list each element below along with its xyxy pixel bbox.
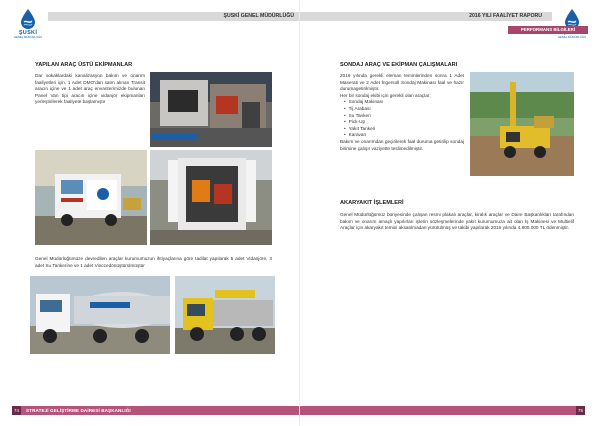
photo-white-truck (35, 150, 147, 245)
right-header: 2016 YILI FAALİYET RAPORU (300, 12, 552, 21)
section-tab: PERFORMANS BİLGİLERİ (508, 26, 588, 34)
drilling-paragraph (340, 73, 464, 152)
left-heading: YAPILAN ARAÇ ÜSTÜ EKİPMANLAR (35, 62, 133, 68)
left-paragraph-1: Dar sokaklardaki kanalizasyon bakım ve onarım faaliyetleri için, 1 Adet DMO'dan satın alınan Transit aracın içine ve 1 adet araç envanterimizde bulunan Panel Van tipi aracın içine vidanjör ekipmanları yerleştirilerek faaliyete başlamıştır (35, 73, 145, 105)
photo-crane-truck (175, 276, 275, 354)
water-drop-icon (19, 9, 37, 29)
suski-logo (12, 9, 44, 39)
brand-subtitle: GENEL MÜDÜRLÜĞÜ (13, 35, 43, 39)
list-item: • Su Tankeri (340, 113, 464, 120)
right-page (300, 0, 600, 426)
photo-van-rear (150, 150, 272, 245)
list-item: • Sondaj Makinası (340, 99, 464, 106)
left-paragraph-2: Genel Müdürlüğümüze devredilen araçlar kurumumuzun ihtiyaçlarına göre tadilat yapılarak 5 adet Vidanjöre, 3 adet Su Tankerine ve 1 adet Vinccedönüştürülmüştür (35, 256, 272, 268)
list-item: • Tij Arabası (340, 106, 464, 113)
vehicle-list (340, 99, 464, 139)
brand-subtitle-right: GENEL MÜDÜRLÜĞÜ (557, 35, 587, 39)
photo-water-tanker (30, 276, 170, 354)
drilling-text-1: 2016 yılında gerekli eleman teminlerinden sonra 1 Adet Maserati ve 2 Adet İngersoll Sondaj Makinası faal ve hazır durumagetirilmiştir. (340, 73, 464, 92)
suski-logo-right (556, 9, 588, 39)
drilling-text-2: Her bir sondaj ekibi için gerekli olan araçlar; (340, 92, 431, 98)
left-footer-text: STRATEJİ GELİŞTİRME DAİRESİ BAŞKANLIĞI (26, 408, 131, 413)
list-item: • Pick-Up (340, 119, 464, 126)
left-page-number: 74 (12, 406, 21, 415)
right-footer-bar (300, 406, 576, 415)
drilling-text-3: Bakım ve onarımdan geçirilerek faal duruma getirilip sondaj birimine çalışır vaziyette teslimedilmiştir. (340, 138, 464, 151)
right-page-number: 75 (576, 406, 585, 415)
drilling-heading: SONDAJ ARAÇ VE EKİPMAN ÇALIŞMALARI (340, 62, 458, 68)
list-item: • Yakıt Tankeri (340, 126, 464, 133)
left-header: ŞUSKİ GENEL MÜDÜRLÜĞÜ (48, 12, 300, 21)
fuel-heading: AKARYAKIT İŞLEMLERİ (340, 200, 404, 206)
list-item: • Karavan (340, 132, 464, 139)
brand-name: ŞUSKİ (18, 30, 38, 36)
photo-drilling-rig (470, 72, 574, 176)
photo-van-interior (150, 72, 272, 147)
fuel-paragraph: Genel Müdürlüğümüz bünyesinde çalışan resmi plakalı araçlar, kiralık araçlar ve Daire Başkanlıkları tarafından bakım ve onarım amaçlı yapılırları işlerin sözleşmelerinde yakıt kurumumuza ait olan İş Makinesi ve Multielif Araçlar için akaryakıt temini aksatılmadan yürütülmüş ve takibi yapılarak 2016 yılında 4.800.000 TL ödenmiştir. (340, 212, 574, 231)
